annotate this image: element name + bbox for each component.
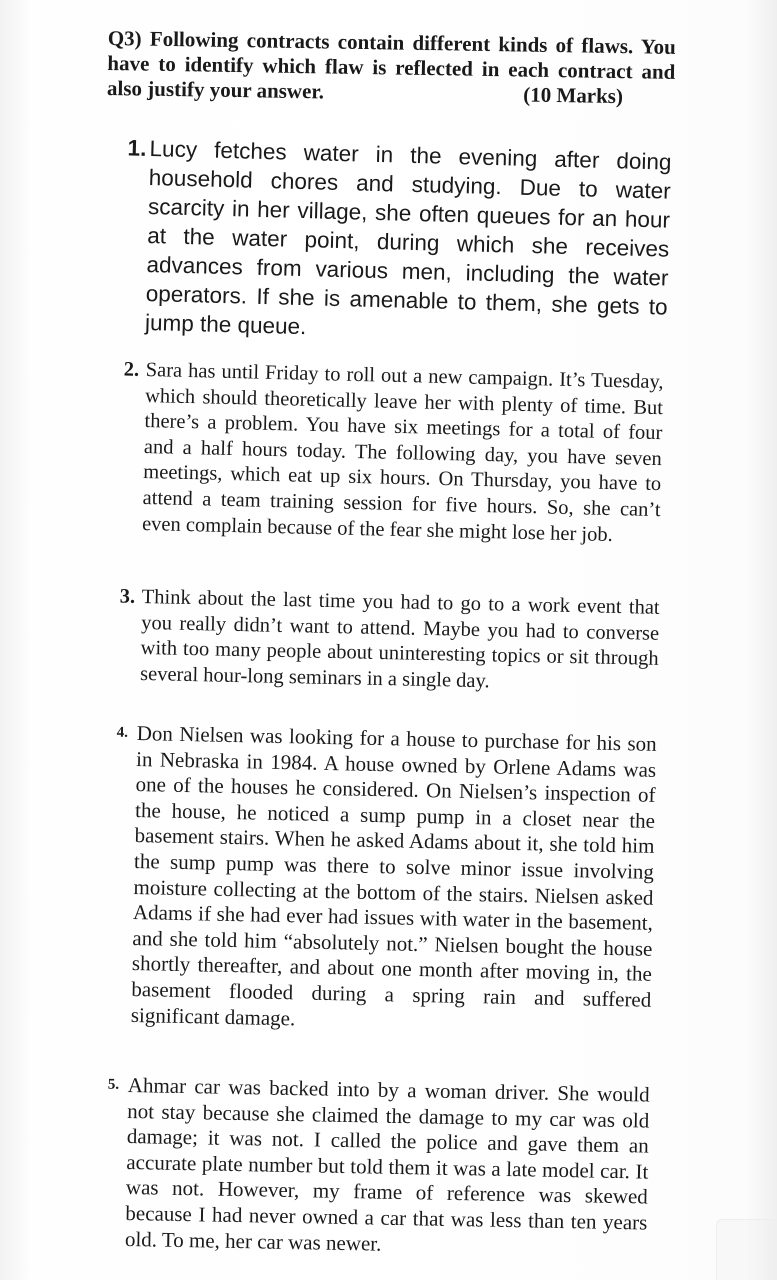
question-text: Q3) Following contracts contain different kinds of flaws. You have to identify which flaw is reflected in each contract and also justify your answer. — [106, 26, 676, 104]
item-number: 1. — [127, 135, 147, 161]
item-text: Think about the last time you had to go to a work event that you really didn’t want to attend. Maybe you had to converse with too many people about uninteresting topics or sit through several hour-long seminars in a single day. — [139, 585, 660, 693]
item-number: 4. — [116, 724, 129, 741]
list-item-4 — [116, 721, 657, 1039]
list-item-2 — [123, 358, 664, 549]
list-item-3 — [119, 585, 660, 698]
item-text: Sara has until Friday to roll out a new campaign. It’s Tuesday, which should theoretically leave her with plenty of time. But there’s a problem. You have six meetings for a total of four and a half hours today. The following day, you have seven meetings, which eat up six hours. On Thursday, you have to attend a team training session for five hours. So, she can’t even complain because of the fear she might lose her job. — [141, 358, 664, 546]
item-text: Don Nielsen was looking for a house to purchase for his son in Nebraska in 1984. A house owned by Orlene Adams was one of the houses he considered. On Nielsen’s inspection of the house, he noticed a sump pump in a closet near the basement stairs. When he asked Adams about it, she told him the sump pump was there to solve minor issue involving moisture collecting at the bottom of the stairs. Nielsen asked Adams if she had ever had issues with water in the basement, and she told him “absolutely not.” Nielsen bought the house shortly thereafter, and about one month after moving in, the basement flooded during a spring rain and suffered significant damage. — [130, 721, 657, 1030]
marks-label: (10 Marks) — [523, 82, 624, 109]
question-heading — [107, 26, 676, 110]
item-number: 3. — [119, 585, 136, 608]
item-number: 5. — [107, 1076, 120, 1093]
list-item-5 — [107, 1073, 650, 1262]
page-corner-shadow — [716, 1219, 777, 1280]
item-text: Ahmar car was backed into by a woman driver. She would not stay because she claimed the damage to my car was old damage; it was not. I called the police and gave them an accurate plate number but told them it was a late model car. It was not. However, my frame of reference was skewed because I had never owned a car that was less than ten years old. To me, her car was newer. — [124, 1073, 650, 1256]
item-text: Lucy fetches water in the evening after doing household chores and studying. Due to water scarcity in her village, she often queues for an hour at the water point, during which she receives advances from various men, including the water operators. If she is amenable to them, she gets to jump the queue. — [144, 135, 672, 340]
list-item-1 — [127, 134, 672, 351]
item-number: 2. — [123, 358, 140, 381]
